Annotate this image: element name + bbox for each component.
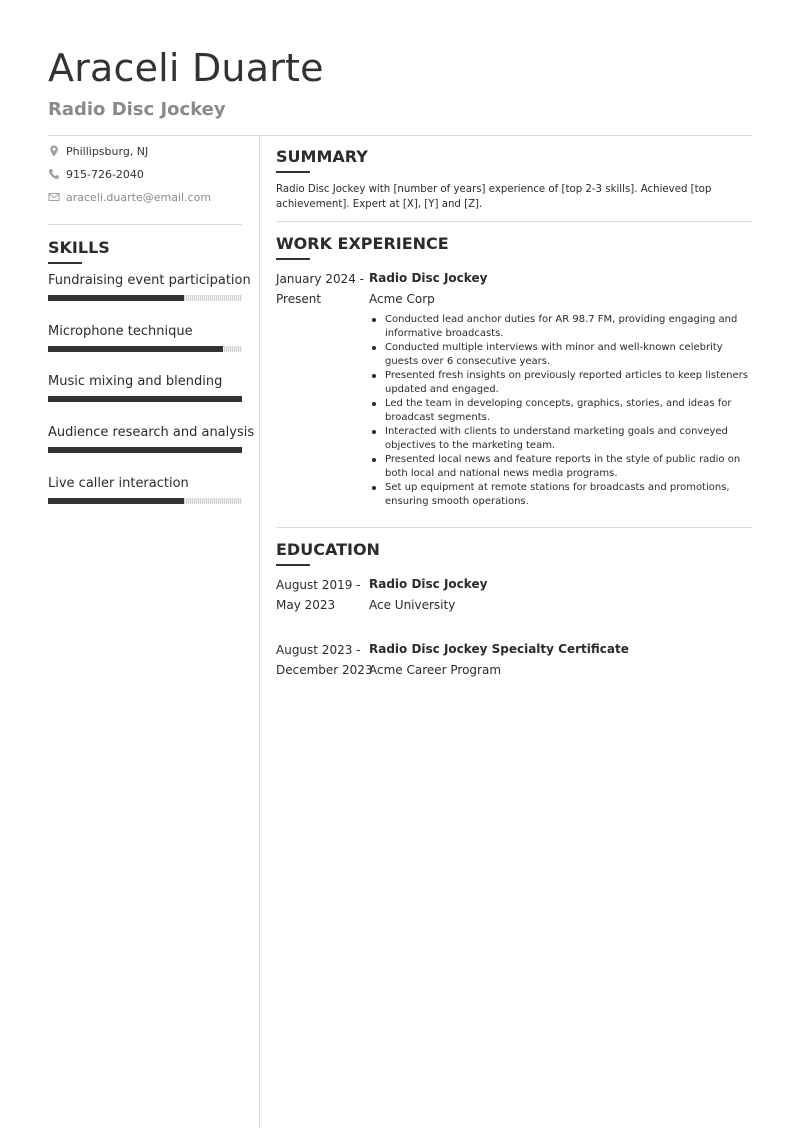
experience-heading: WORK EXPERIENCE [276,234,449,253]
skill-bar-fill [48,295,184,301]
skill-bar-fill [48,396,242,402]
skill-bar [48,346,242,352]
education-org: Ace University [369,598,456,612]
list-item: Conducted multiple interviews with minor and well-known celebrity guests over 6 consecutive years. [369,341,753,369]
summary-divider [276,221,752,222]
map-pin-icon [48,145,60,157]
skill-bar [48,447,242,453]
location-text: Phillipsburg, NJ [66,145,149,158]
experience-divider [276,527,752,528]
education-date [276,575,366,615]
experience-date [276,269,366,309]
experience-heading-underline [276,258,310,260]
summary-text: Radio Disc Jockey with [number of years] experience of [top 2-3 skills]. Achieved [top achievement]. Expert at [X], [Y] and [Z]. [276,184,712,210]
experience-role: Radio Disc Jockey [369,271,488,285]
skill-label: Live caller interaction [48,476,189,491]
list-item: Led the team in developing concepts, graphics, stories, and ideas for broadcast segments. [369,397,753,425]
list-item: Interacted with clients to understand marketing goals and conveyed objectives to the marketing team. [369,425,753,453]
skill-label: Microphone technique [48,324,193,339]
list-item: Presented local news and feature reports in the style of public radio on both local and national news media programs. [369,453,753,481]
skill-label: Fundraising event participation [48,273,251,288]
skill-bar [48,295,242,301]
candidate-title: Radio Disc Jockey [48,99,226,120]
header-divider [48,135,752,136]
candidate-name: Araceli Duarte [48,46,324,90]
education-date [276,640,373,680]
skill-label: Music mixing and blending [48,374,223,389]
education-heading: EDUCATION [276,540,380,559]
skill-bar [48,396,242,402]
education-date-start: August 2019 - [276,578,361,592]
skills-heading-underline [48,262,82,264]
list-item: Conducted lead anchor duties for AR 98.7 FM, providing engaging and informative broadcasts. [369,313,753,341]
phone-icon [48,168,60,180]
experience-date-end: Present [276,292,322,306]
education-date-end: May 2023 [276,598,336,612]
education-heading-underline [276,564,310,566]
list-item: Set up equipment at remote stations for broadcasts and promotions, ensuring smooth operations. [369,481,753,509]
experience-org: Acme Corp [369,292,435,306]
education-org: Acme Career Program [369,663,502,677]
list-item: Presented fresh insights on previously reported articles to keep listeners updated and engaged. [369,369,753,397]
skill-bar-fill [48,498,184,504]
summary-heading-underline [276,171,310,173]
skill-label: Audience research and analysis [48,425,255,440]
skill-bar-fill [48,346,223,352]
experience-bullets [369,313,753,509]
envelope-icon [48,191,60,203]
education-role: Radio Disc Jockey [369,577,488,591]
sidebar-divider [48,224,242,225]
skill-bar-fill [48,447,242,453]
skills-heading: SKILLS [48,238,110,257]
education-date-start: August 2023 - [276,643,361,657]
email-link[interactable]: araceli.duarte@email.com [66,191,212,204]
skill-bar [48,498,242,504]
column-divider [259,136,260,1128]
summary-heading: SUMMARY [276,147,368,166]
education-role: Radio Disc Jockey Specialty Certificate [369,642,629,656]
experience-date-start: January 2024 - [276,272,364,286]
education-date-end: December 2023 [276,663,373,677]
phone-text: 915-726-2040 [66,168,144,181]
